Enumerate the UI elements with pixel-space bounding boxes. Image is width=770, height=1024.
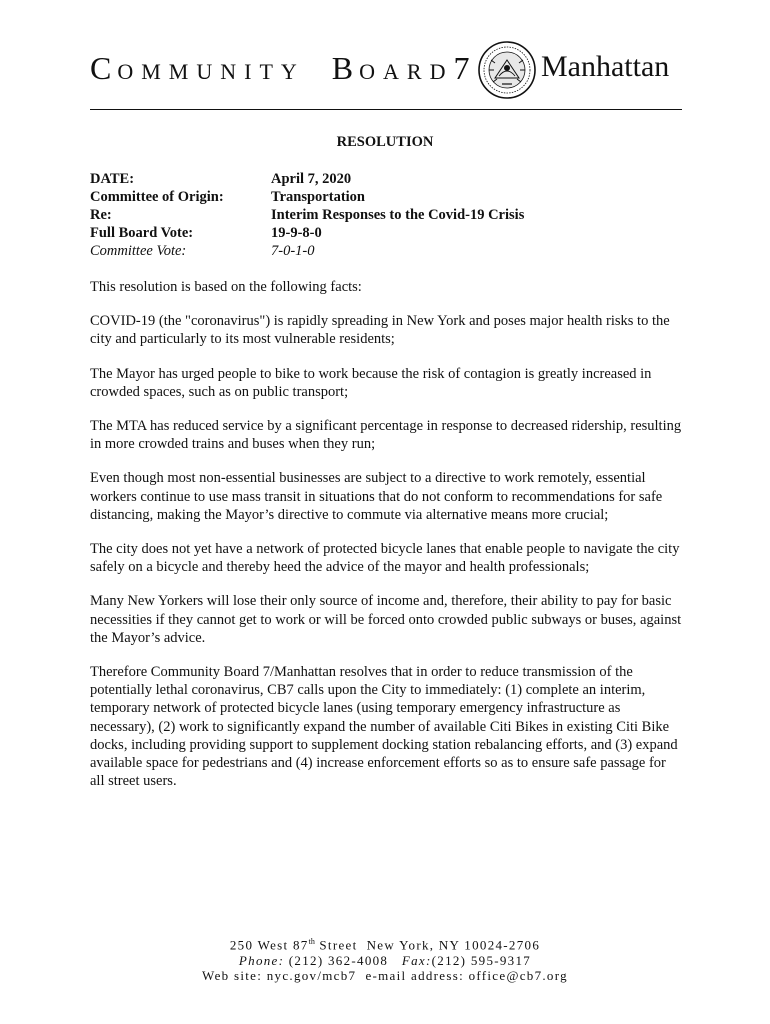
paragraph: This resolution is based on the following facts: bbox=[90, 279, 362, 295]
footer-phone-fax: Phone: (212) 362-4008 Fax:(212) 595-9317 bbox=[238, 952, 532, 968]
paragraph: The city does not yet have a network of protected bicycle lanes that enable people to navigate the city safely on a bicycle and thereby heed the advice of the mayor and health professionals; bbox=[90, 541, 680, 576]
paragraph: Even though most non-essential businesses are subject to a directive to work remotely, essential workers continue to use mass transit in situations that do not conform to recommendations for safe distancing, making the Mayor’s directive to commute via alternative means more crucial; bbox=[90, 470, 663, 523]
footer-contact bbox=[0, 934, 770, 984]
paragraph: COVID-19 (the "coronavirus") is rapidly spreading in New York and poses major health risks to the city and particularly to its most vulnerable residents; bbox=[90, 313, 670, 348]
letterhead bbox=[90, 40, 682, 112]
meta-row-full-board-vote bbox=[90, 224, 690, 242]
resolution-details bbox=[90, 170, 690, 260]
footer-web-email: Web site: nyc.gov/mcb7 e-mail address: office@cb7.org bbox=[202, 968, 568, 984]
letterhead-borough: Manhattan bbox=[541, 50, 670, 83]
resolution-body bbox=[90, 278, 682, 806]
paragraph: The Mayor has urged people to bike to work because the risk of contagion is greatly increased in crowded spaces, such as on public transport; bbox=[90, 365, 652, 400]
meta-value: 19-9-8-0 bbox=[271, 225, 322, 241]
meta-label: Committee of Origin: bbox=[90, 189, 224, 205]
header-divider bbox=[90, 109, 682, 110]
document-title: RESOLUTION bbox=[336, 134, 434, 150]
paragraph: The MTA has reduced service by a significant percentage in response to decreased ridership, resulting in more crowded trains and buses when they run; bbox=[90, 418, 682, 453]
letterhead-board-name: COMMUNITY BOARD7 bbox=[90, 50, 476, 86]
paragraph: Therefore Community Board 7/Manhattan resolves that in order to reduce transmission of the potentially lethal coronavirus, CB7 calls upon the City to immediately: (1) complete an interim, temporary network of protected bicycle lanes (using temporary emergency infrastructure as necessary), (2) work to significantly expand the number of available Citi Bikes in existing Citi Bike docks, including providing support to supplement docking station rebalancing efforts, and (3) expand available space for pedestrians and (4) increase enforcement efforts so as to ensure safe passage for all street users. bbox=[90, 664, 678, 790]
meta-row-re bbox=[90, 206, 690, 224]
meta-value: Transportation bbox=[271, 189, 365, 205]
meta-label: Committee Vote: bbox=[90, 243, 187, 259]
meta-value: 7-0-1-0 bbox=[271, 243, 315, 259]
meta-row-committee bbox=[90, 188, 690, 206]
footer-address: 250 West 87th Street New York, NY 10024-2706 bbox=[229, 937, 541, 953]
meta-row-date bbox=[90, 170, 690, 188]
paragraph: Many New Yorkers will lose their only source of income and, therefore, their ability to pay for basic necessities if they cannot get to work or will be forced onto crowded public subways or buses, against the Mayor’s advice. bbox=[90, 593, 682, 646]
meta-label: Full Board Vote: bbox=[90, 225, 194, 241]
email-link[interactable]: office@cb7.org bbox=[468, 968, 568, 984]
meta-value: April 7, 2020 bbox=[271, 171, 352, 187]
meta-label: Re: bbox=[90, 207, 112, 223]
city-seal-icon bbox=[477, 40, 537, 100]
meta-label: DATE: bbox=[90, 171, 135, 187]
website-link[interactable]: nyc.gov/mcb7 bbox=[266, 968, 357, 984]
meta-value: Interim Responses to the Covid-19 Crisis bbox=[271, 207, 525, 223]
meta-row-committee-vote bbox=[90, 242, 690, 260]
